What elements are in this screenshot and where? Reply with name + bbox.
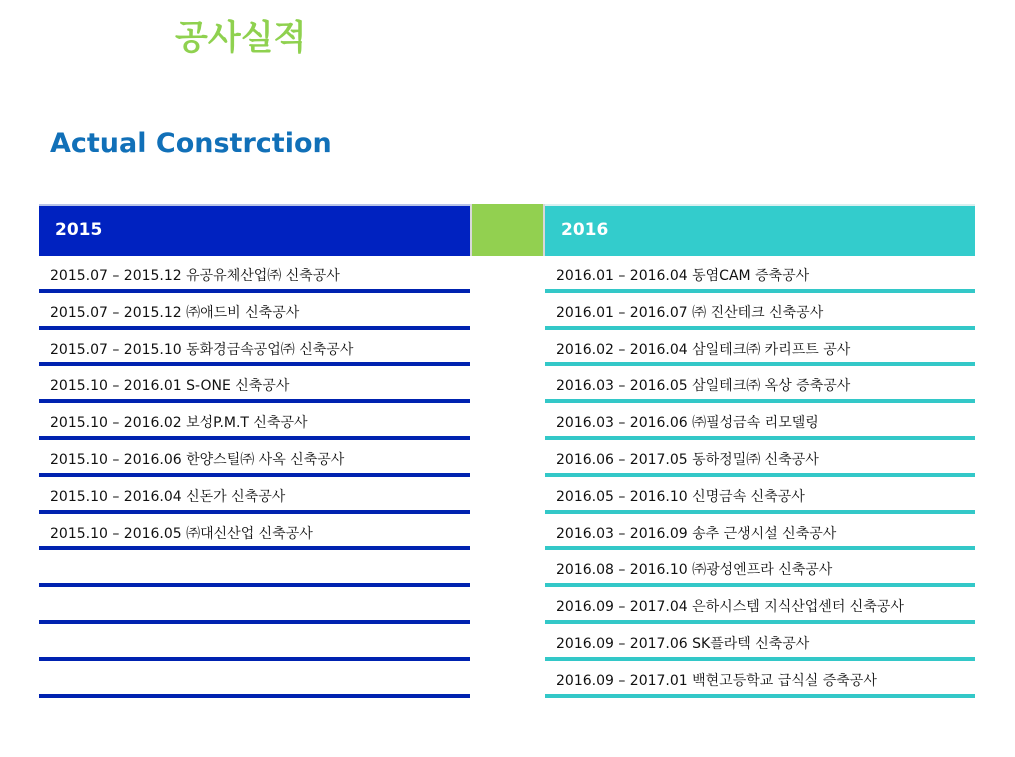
list-item	[39, 661, 470, 698]
list-item	[545, 440, 975, 477]
project-entry: 2016.02 – 2016.04 삼일테크㈜ 카리프트 공사	[556, 341, 851, 358]
list-item	[39, 366, 470, 403]
list-item	[545, 256, 975, 293]
header-2016-label: 2016	[561, 220, 609, 240]
header-2015-label: 2015	[55, 220, 103, 240]
list-item	[545, 403, 975, 440]
list-item	[39, 477, 470, 514]
list-2015	[39, 256, 470, 698]
list-item	[39, 403, 470, 440]
project-entry: 2016.03 – 2016.06 ㈜필성금속 리모델링	[556, 415, 819, 432]
project-entry: 2015.10 – 2016.05 ㈜대신산업 신축공사	[50, 525, 313, 542]
page-title: 공사실적	[175, 18, 307, 58]
project-entry: 2015.07 – 2015.10 동화경금속공업㈜ 신축공사	[50, 341, 354, 358]
list-item	[545, 366, 975, 403]
list-item	[39, 440, 470, 477]
header-divider	[470, 204, 545, 256]
header-2015	[39, 204, 470, 256]
project-entry: 2016.03 – 2016.05 삼일테크㈜ 옥상 증축공사	[556, 378, 851, 395]
list-item	[545, 477, 975, 514]
project-entry: 2016.09 – 2017.01 백현고등학교 급식실 증축공사	[556, 672, 877, 689]
list-item	[545, 293, 975, 330]
list-item	[39, 550, 470, 587]
project-entry: 2015.10 – 2016.01 S-ONE 신축공사	[50, 378, 290, 395]
project-entry: 2016.09 – 2017.06 SK플라텍 신축공사	[556, 635, 810, 652]
project-entry: 2016.03 – 2016.09 송추 근생시설 신축공사	[556, 525, 837, 542]
header-2016	[545, 204, 975, 256]
list-item	[545, 661, 975, 698]
list-item	[545, 624, 975, 661]
list-item	[545, 550, 975, 587]
project-entry: 2015.10 – 2016.04 신돈가 신축공사	[50, 488, 286, 505]
project-entry: 2016.01 – 2016.07 ㈜ 진산테크 신축공사	[556, 304, 824, 321]
list-item	[39, 330, 470, 367]
project-entry: 2015.10 – 2016.02 보성P.M.T 신축공사	[50, 415, 308, 432]
list-item	[39, 293, 470, 330]
list-item	[39, 587, 470, 624]
list-item	[39, 514, 470, 551]
project-entry: 2016.08 – 2016.10 ㈜광성엔프라 신축공사	[556, 562, 833, 579]
project-entry: 2016.06 – 2017.05 동하정밀㈜ 신축공사	[556, 451, 819, 468]
list-item	[545, 514, 975, 551]
project-entry: 2015.07 – 2015.12 ㈜애드비 신축공사	[50, 304, 300, 321]
project-entry: 2016.09 – 2017.04 은하시스템 지식산업센터 신축공사	[556, 599, 904, 616]
project-entry: 2015.10 – 2016.06 한양스틸㈜ 사옥 신축공사	[50, 451, 345, 468]
project-entry: 2016.05 – 2016.10 신명금속 신축공사	[556, 488, 805, 505]
list-item	[545, 330, 975, 367]
project-entry: 2015.07 – 2015.12 유공유체산업㈜ 신축공사	[50, 268, 340, 284]
list-item	[39, 256, 470, 293]
list-item	[545, 587, 975, 624]
project-entry: 2016.01 – 2016.04 동염CAM 증축공사	[556, 268, 810, 284]
page-subtitle: Actual Constrction	[50, 128, 332, 159]
list-item	[39, 624, 470, 661]
list-2016	[545, 256, 975, 698]
